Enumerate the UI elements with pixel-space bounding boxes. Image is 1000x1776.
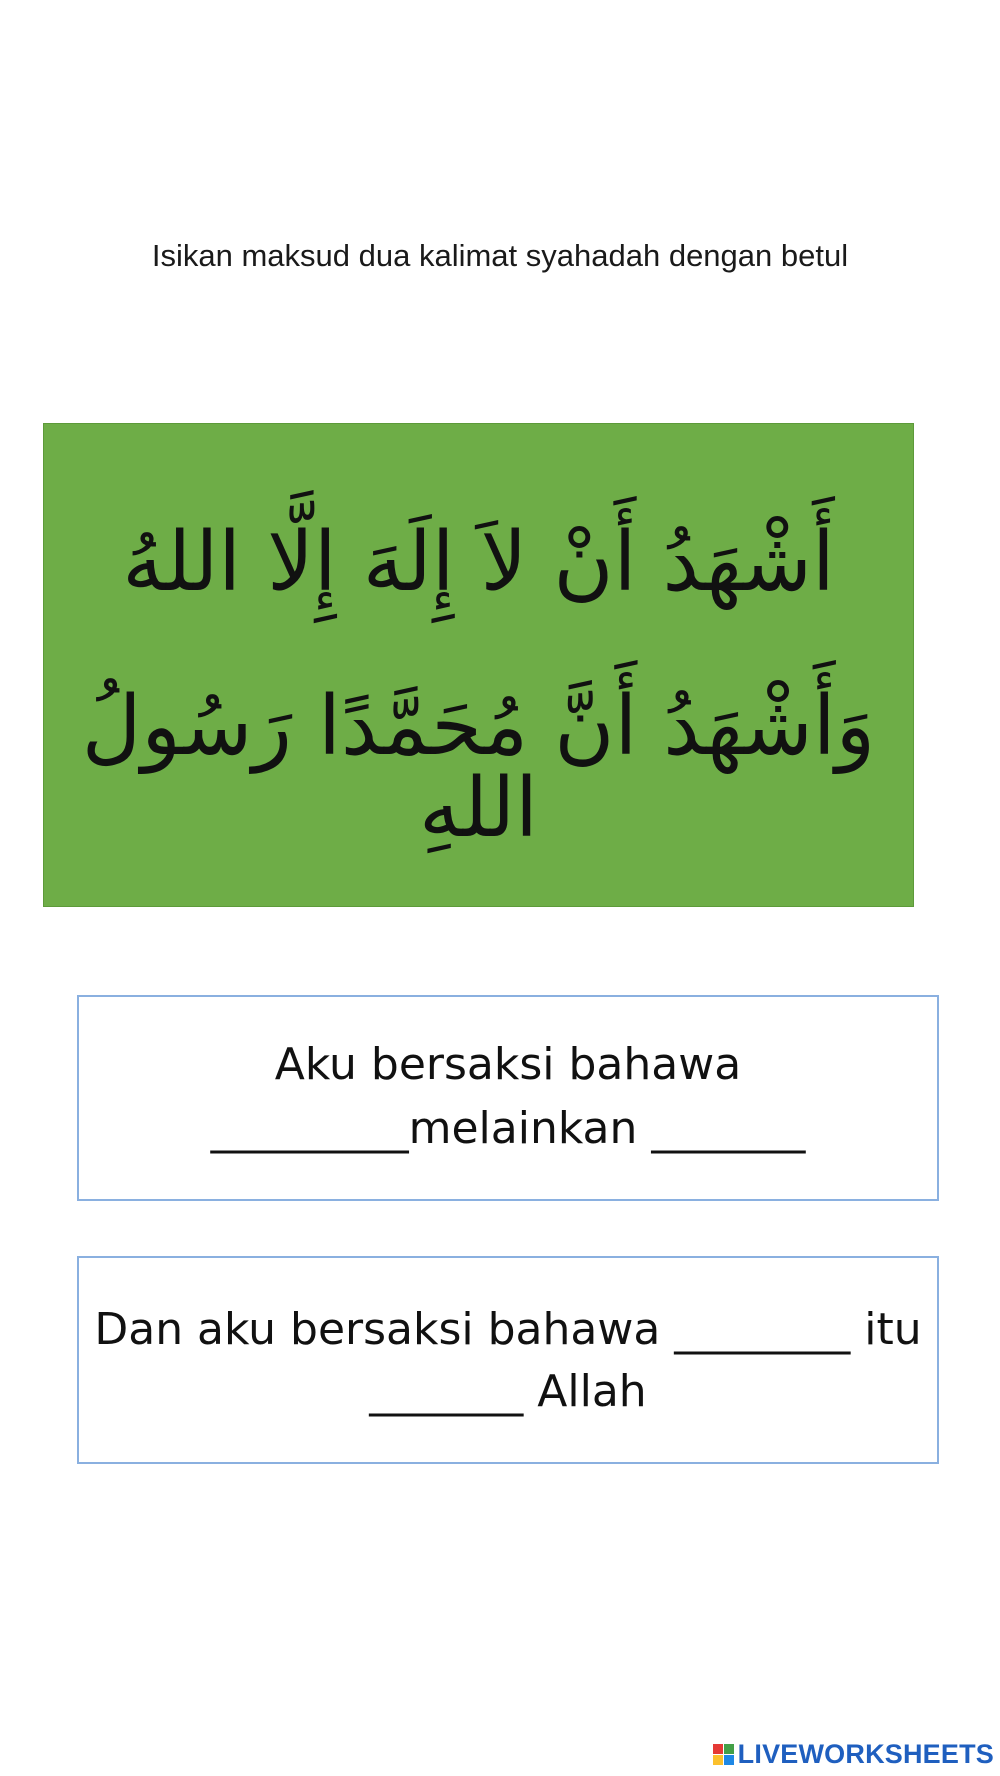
arabic-syahadah-panel — [43, 423, 914, 907]
answer-2-line-2: _______ Allah — [369, 1366, 647, 1417]
liveworksheets-brand — [713, 1739, 994, 1770]
arabic-line-2: وَأَشْهَدُ أَنَّ مُحَمَّدًا رَسُولُ اللهِ — [81, 679, 876, 856]
answer-box-2 — [77, 1256, 939, 1464]
answer-box-1 — [77, 995, 939, 1201]
answer-1-line-1: Aku bersaksi bahawa — [274, 1039, 742, 1090]
instruction-text: Isikan maksud dua kalimat syahadah dengan betul — [151, 238, 849, 273]
logo-square-yellow — [713, 1755, 723, 1765]
logo-square-green — [724, 1744, 734, 1754]
arabic-line-1: أَشْهَدُ أَنْ لاَ إِلَهَ إِلَّا اللهُ — [122, 515, 835, 610]
liveworksheets-logo-icon — [713, 1744, 734, 1765]
brand-text: LIVEWORKSHEETS — [737, 1739, 994, 1769]
logo-square-blue — [724, 1755, 734, 1765]
answer-2-line-1: Dan aku bersaksi bahawa ________ itu — [94, 1304, 922, 1355]
logo-square-red — [713, 1744, 723, 1754]
answer-1-line-2: _________melainkan _______ — [210, 1103, 806, 1154]
